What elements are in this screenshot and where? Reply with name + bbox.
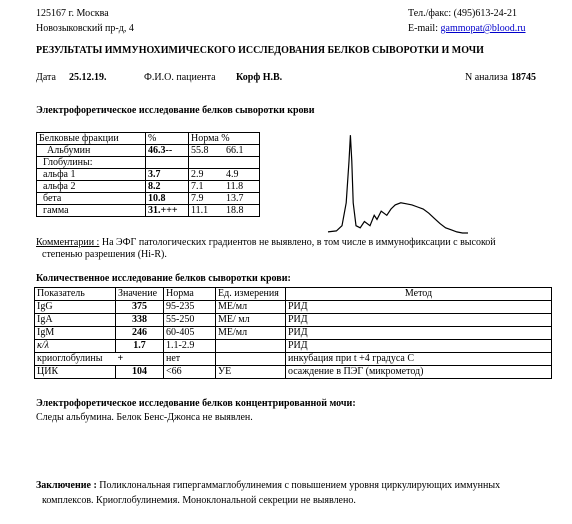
param-name: κ/λ (35, 340, 116, 353)
analysis-value: 18745 (511, 72, 536, 83)
param-unit: УЕ (216, 366, 286, 379)
fraction-value (146, 157, 189, 169)
email-link[interactable]: gammopat@blood.ru (440, 23, 526, 34)
table-row (37, 169, 260, 181)
table-row (35, 314, 552, 327)
norm-low: 7.1 (189, 181, 225, 193)
section3-text: Следы альбумина. Белок Бенс-Джонса не выявлен. (36, 412, 253, 423)
section1-heading: Электрофоретическое исследование белков сыворотки крови (36, 105, 315, 116)
norm-low: 11.1 (189, 205, 225, 217)
param-value: 246 (116, 327, 164, 340)
fraction-value: 46.3-- (146, 145, 189, 157)
norm-high: 11.8 (224, 181, 260, 193)
norm-high: 66.1 (224, 145, 260, 157)
param-unit: МЕ/мл (216, 301, 286, 314)
quantitative-table (34, 287, 552, 379)
param-method: осаждение в ПЭГ (микрометод) (286, 366, 552, 379)
date-label: Дата (36, 72, 56, 83)
norm-low: 55.8 (189, 145, 225, 157)
table-header-row (35, 288, 552, 301)
address-line-1: 125167 г. Москва (36, 8, 109, 19)
norm-high: 18.8 (224, 205, 260, 217)
date-value: 25.12.19. (69, 72, 107, 83)
conclusion-label: Заключение : (36, 480, 97, 491)
column-header: Норма % (189, 133, 260, 145)
series-line (328, 135, 468, 233)
fraction-name: Альбумин (37, 145, 146, 157)
table-row (35, 327, 552, 340)
norm-high (224, 157, 260, 169)
column-header: Норма (164, 288, 216, 301)
param-unit (216, 353, 286, 366)
param-value: 375 (116, 301, 164, 314)
column-header: Значение (116, 288, 164, 301)
param-norm: 60-405 (164, 327, 216, 340)
param-method: РИД (286, 301, 552, 314)
table-row (37, 157, 260, 169)
column-header: Ед. измерения (216, 288, 286, 301)
param-norm: 95-235 (164, 301, 216, 314)
fraction-value: 31.+++ (146, 205, 189, 217)
param-value: 104 (116, 366, 164, 379)
phone: Тел./факс: (495)613-24-21 (408, 8, 517, 19)
param-value: 1.7 (116, 340, 164, 353)
param-name: IgM (35, 327, 116, 340)
conclusion-text-1: Поликлональная гипергаммаглобулинемия с повышением уровня циркулирующих иммунных (99, 480, 501, 491)
norm-high: 13.7 (224, 193, 260, 205)
comment-line-2: степенью разрешения (Hi-R). (42, 249, 167, 260)
conclusion-line-1 (36, 480, 500, 492)
electrophoregram-chart (318, 126, 478, 238)
email-line (408, 23, 526, 34)
comment-text: На ЭФГ патологических градиентов не выявлено, в том числе в иммунофиксации с высокой (101, 237, 496, 248)
report-title: РЕЗУЛЬТАТЫ ИММУНОХИМИЧЕСКОГО ИССЛЕДОВАНИЯ БЕЛКОВ СЫВОРОТКИ И МОЧИ (36, 45, 484, 56)
param-norm: 55-250 (164, 314, 216, 327)
param-name: криоглобулины (35, 353, 116, 366)
fractions-table (36, 132, 260, 217)
table-row (35, 301, 552, 314)
param-norm: 1.1-2.9 (164, 340, 216, 353)
fraction-name: Глобулины: (37, 157, 146, 169)
email-label: E-mail: (408, 23, 438, 34)
fraction-value: 10.8 (146, 193, 189, 205)
fraction-name: альфа 2 (37, 181, 146, 193)
param-method: инкубация при t +4 градуса С (286, 353, 552, 366)
column-header: Показатель (35, 288, 116, 301)
table-row (37, 181, 260, 193)
patient-label: Ф.И.О. пациента (144, 72, 216, 83)
analysis-label: N анализа (465, 72, 508, 83)
fraction-name: гамма (37, 205, 146, 217)
param-method: РИД (286, 340, 552, 353)
column-header: % (146, 133, 189, 145)
fraction-value: 3.7 (146, 169, 189, 181)
fraction-value: 8.2 (146, 181, 189, 193)
fraction-name: бета (37, 193, 146, 205)
address-line-2: Новозыковский пр-д, 4 (36, 23, 134, 34)
conclusion-line-2: комплексов. Криоглобулинемия. Моноклональной секреции не выявлено. (42, 495, 356, 506)
table-row (37, 193, 260, 205)
param-value: 338 (116, 314, 164, 327)
param-method: РИД (286, 314, 552, 327)
table-row (35, 353, 552, 366)
patient-value: Корф Н.В. (236, 72, 283, 83)
table-row (35, 366, 552, 379)
param-name: IgA (35, 314, 116, 327)
section2-heading: Количественное исследование белков сыворотки крови: (36, 273, 291, 284)
norm-low (189, 157, 225, 169)
section3-heading: Электрофоретическое исследование белков концентрированной мочи: (36, 398, 356, 409)
norm-high: 4.9 (224, 169, 260, 181)
param-unit: МЕ/мл (216, 327, 286, 340)
column-header: Метод (286, 288, 552, 301)
param-name: IgG (35, 301, 116, 314)
norm-low: 7.9 (189, 193, 225, 205)
column-header: Белковые фракции (37, 133, 146, 145)
param-value: + (116, 353, 164, 366)
fraction-name: альфа 1 (37, 169, 146, 181)
param-name: ЦИК (35, 366, 116, 379)
table-header-row (37, 133, 260, 145)
param-norm: нет (164, 353, 216, 366)
param-norm: <66 (164, 366, 216, 379)
table-row (35, 340, 552, 353)
param-unit: МЕ/ мл (216, 314, 286, 327)
comment-label: Комментарии : (36, 237, 100, 248)
param-method: РИД (286, 327, 552, 340)
norm-low: 2.9 (189, 169, 225, 181)
param-unit (216, 340, 286, 353)
comment-line-1 (36, 237, 496, 249)
table-row (37, 205, 260, 217)
table-row (37, 145, 260, 157)
